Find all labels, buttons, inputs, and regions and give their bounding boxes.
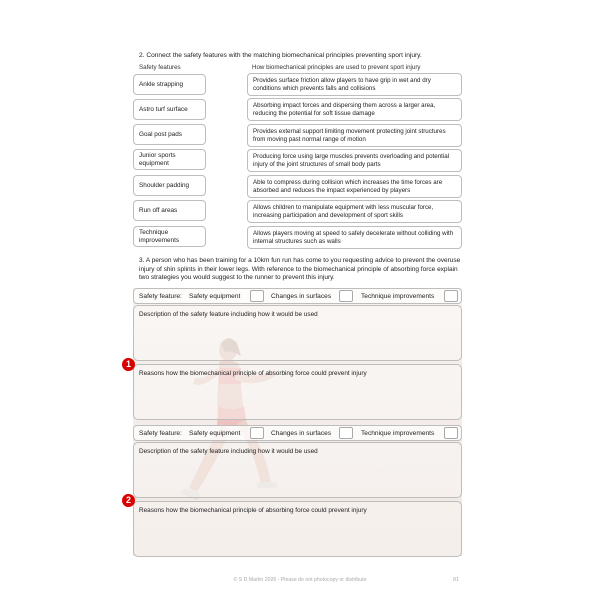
principle-box-6[interactable]: Allows children to manipulate equipment with less muscular force, increasing participation and development of sport skills [247,200,462,223]
safety-feature-label: Safety feature: [139,293,182,300]
principle-box-1[interactable]: Provides surface friction allow players to have grip in wet and dry conditions which prevents falls and collisions [247,73,462,96]
principle-box-4[interactable]: Producing force using large muscles prevents overloading and potential injury of the joint structures of small body parts [247,149,462,172]
description-label: Description of the safety feature including how it would be used [139,448,318,455]
strategy-marker-1: 1 [122,358,135,371]
option-safety-equipment-checkbox[interactable] [250,427,264,439]
description-label: Description of the safety feature including how it would be used [139,311,318,318]
copyright-footer: © S D Martin 2026 - Please do not photocopy or distribute [233,577,367,583]
principles-heading: How biomechanical principles are used to prevent sport injury [252,64,421,71]
safety-feature-row-1 [133,288,462,304]
feature-box-technique[interactable]: Technique improvements [133,226,206,247]
option-technique-checkbox[interactable] [444,427,458,439]
principle-box-3[interactable]: Provides external support limiting movement protecting joint structures from moving past normal range of motion [247,124,462,147]
feature-box-junior-equipment[interactable]: Junior sports equipment [133,149,206,170]
question-2-title: 2. Connect the safety features with the matching biomechanical principles preventing sport injury. [139,52,422,59]
reasons-label: Reasons how the biomechanical principle of absorbing force could prevent injury [139,370,367,377]
option-changes-surfaces-label: Changes in surfaces [271,293,332,300]
description-box-1[interactable] [133,305,462,361]
page-number: 81 [453,577,459,583]
option-technique-checkbox[interactable] [444,290,458,302]
option-changes-surfaces-label: Changes in surfaces [271,430,332,437]
option-technique-label: Technique improvements [361,293,435,300]
principle-box-7[interactable]: Allows players moving at speed to safely decelerate without colliding with internal structures such as walls [247,226,462,249]
safety-features-heading: Safety features [139,64,181,71]
feature-box-astro-turf[interactable]: Astro turf surface [133,99,206,120]
reasons-label: Reasons how the biomechanical principle of absorbing force could prevent injury [139,507,367,514]
reasons-box-2[interactable] [133,501,462,557]
reasons-box-1[interactable] [133,364,462,420]
strategy-marker-2: 2 [122,494,135,507]
option-changes-surfaces-checkbox[interactable] [339,290,353,302]
safety-feature-label: Safety feature: [139,430,182,437]
option-technique-label: Technique improvements [361,430,435,437]
option-safety-equipment-checkbox[interactable] [250,290,264,302]
description-box-2[interactable] [133,442,462,498]
feature-box-goal-post-pads[interactable]: Goal post pads [133,124,206,145]
option-safety-equipment-label: Safety equipment [189,430,241,437]
question-3-text: 3. A person who has been training for a 10km fun run has come to you requesting advice to prevent the overuse injury of shin splints in their lower legs. With reference to the biomechanical principle of absorbing force explain two strategies you would suggest to the runner to prevent this injury. [139,257,461,282]
safety-feature-row-2 [133,425,462,441]
principle-box-2[interactable]: Absorbing impact forces and dispersing them across a larger area, reducing the potential for soft tissue damage [247,98,462,121]
option-safety-equipment-label: Safety equipment [189,293,241,300]
feature-box-ankle-strapping[interactable]: Ankle strapping [133,74,206,95]
feature-box-shoulder-padding[interactable]: Shoulder padding [133,175,206,196]
feature-box-run-off-areas[interactable]: Run off areas [133,200,206,221]
principle-box-5[interactable]: Able to compress during collision which increases the time forces are absorbed and reduces the impact experienced by players [247,175,462,198]
option-changes-surfaces-checkbox[interactable] [339,427,353,439]
